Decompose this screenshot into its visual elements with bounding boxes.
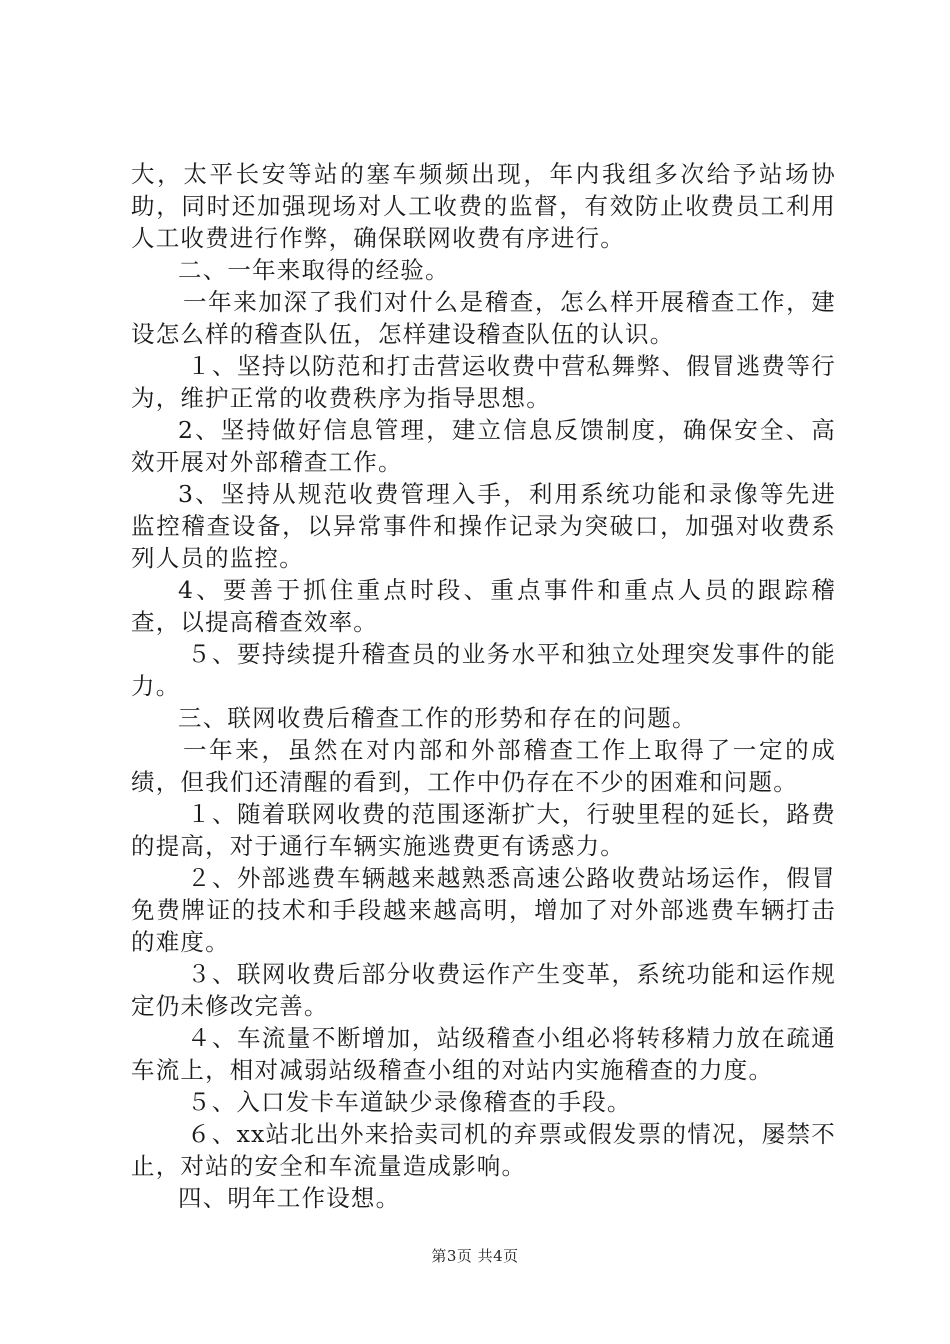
list-item-problem-3: ３、联网收费后部分收费运作产生变革，系统功能和运作规定仍未修改完善。 <box>131 960 836 1020</box>
document-body <box>131 158 836 1214</box>
list-item-problem-1: １、随着联网收费的范围逐渐扩大，行驶里程的延长，路费的提高，对于通行车辆实施逃费更有诱惑力。 <box>131 800 836 860</box>
list-item-experience-5: ５、要持续提升稽查员的业务水平和独立处理突发事件的能力。 <box>131 640 836 700</box>
section-heading-next-year: 四、明年工作设想。 <box>178 1184 401 1212</box>
paragraph-continuation: 大，太平长安等站的塞车频频出现，年内我组多次给予站场协助，同时还加强现场对人工收费的监督，有效防止收费员工利用人工收费进行作弊，确保联网收费有序进行。 <box>131 160 836 252</box>
list-item-experience-2: 2、坚持做好信息管理，建立信息反馈制度，确保安全、高效开展对外部稽查工作。 <box>131 416 836 476</box>
list-item-problem-6: ６、xx站北出外来拾卖司机的弃票或假发票的情况，屡禁不止，对站的安全和车流量造成影响。 <box>131 1120 836 1180</box>
section-heading-problems: 三、联网收费后稽查工作的形势和存在的问题。 <box>178 704 697 732</box>
list-item-experience-3: 3、坚持从规范收费管理入手，利用系统功能和录像等先进监控稽查设备，以异常事件和操作记录为突破口，加强对收费系列人员的监控。 <box>131 480 836 572</box>
paragraph-experience-intro: 一年来加深了我们对什么是稽查，怎么样开展稽查工作，建设怎么样的稽查队伍，怎样建设稽查队伍的认识。 <box>131 288 836 348</box>
page-footer: 第3页 共4页 <box>431 1247 519 1265</box>
list-item-experience-4: 4、要善于抓住重点时段、重点事件和重点人员的跟踪稽查，以提高稽查效率。 <box>131 576 836 636</box>
paragraph-problems-intro: 一年来，虽然在对内部和外部稽查工作上取得了一定的成绩，但我们还清醒的看到，工作中仍存在不少的困难和问题。 <box>131 736 836 796</box>
section-heading-experience: 二、一年来取得的经验。 <box>178 256 450 284</box>
list-item-problem-4: ４、车流量不断增加，站级稽查小组必将转移精力放在疏通车流上，相对减弱站级稽查小组的对站内实施稽查的力度。 <box>131 1024 836 1084</box>
list-item-experience-1: １、坚持以防范和打击营运收费中营私舞弊、假冒逃费等行为，维护正常的收费秩序为指导思想。 <box>131 352 836 412</box>
list-item-problem-2: ２、外部逃费车辆越来越熟悉高速公路收费站场运作，假冒免费牌证的技术和手段越来越高明，增加了对外部逃费车辆打击的难度。 <box>131 864 836 956</box>
list-item-problem-5: ５、入口发卡车道缺少录像稽查的手段。 <box>187 1088 632 1116</box>
